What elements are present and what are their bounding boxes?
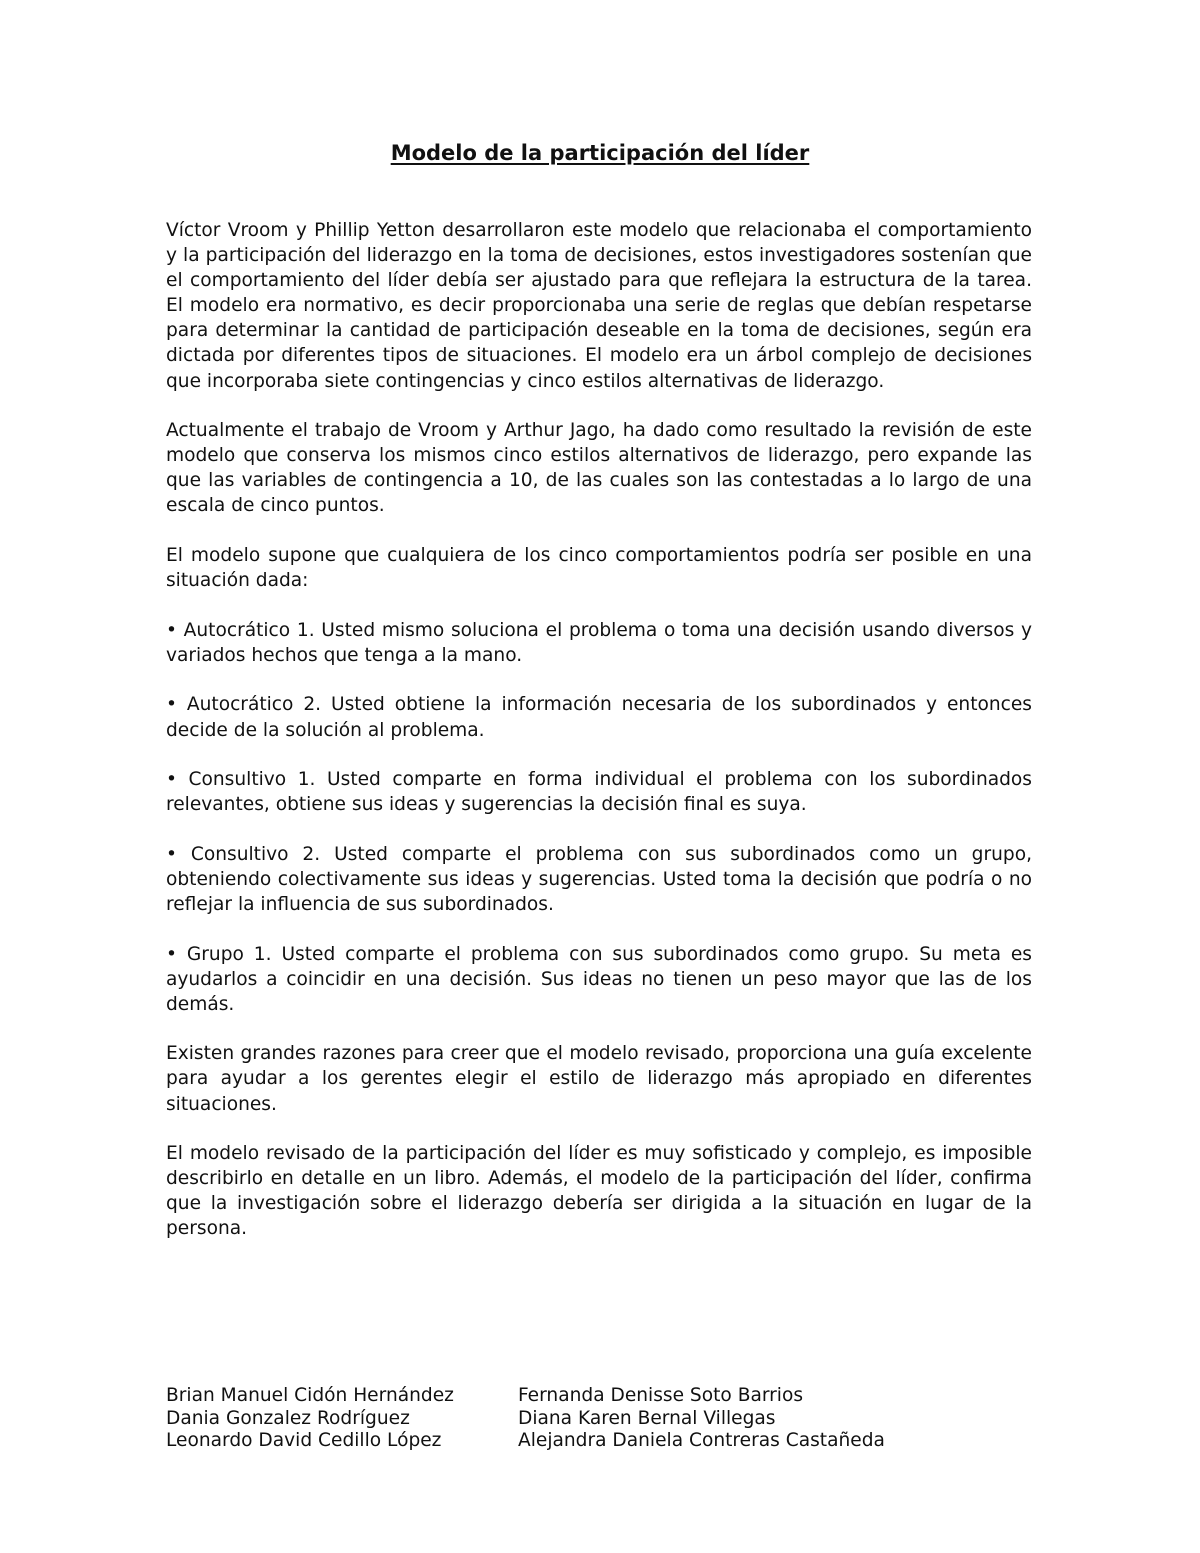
author-name: Diana Karen Bernal Villegas [518, 1407, 776, 1429]
author-row [166, 1385, 885, 1408]
paragraph-intro: Víctor Vroom y Phillip Yetton desarrollaron este modelo que relacionaba el comportamiento y la participación del liderazgo en la toma de decisiones, estos investigadores sostenían que el comportamiento del líder debía ser ajustado para que reflejara la estructura de la tarea. El modelo era normativo, es decir proporcionaba una serie de reglas que debían respetarse para determinar la cantidad de participación deseable en la toma de decisiones, según era dictada por diferentes tipos de situaciones. El modelo era un árbol complejo de decisiones que incorporaba siete contingencias y cinco estilos alternativas de liderazgo. [166, 220, 1032, 392]
author-name: Alejandra Daniela Contreras Castañeda [518, 1430, 885, 1451]
document-body [166, 218, 1032, 1266]
paragraph-revision: Actualmente el trabajo de Vroom y Arthur Jago, ha dado como resultado la revisión de este modelo que conserva los mismos cinco estilos alternativos de liderazgo, pero expande las que las variables de contingencia a 10, de las cuales son las contestadas a lo largo de una escala de cinco puntos. [166, 420, 1032, 517]
paragraph-behaviors-intro: El modelo supone que cualquiera de los cinco comportamientos podría ser posible en una situación dada: [166, 545, 1032, 592]
authors-list [166, 1385, 885, 1453]
author-name: Dania Gonzalez Rodríguez [166, 1407, 410, 1429]
paragraph-reasons: Existen grandes razones para creer que el modelo revisado, proporciona una guía excelente para ayudar a los gerentes elegir el estilo de liderazgo más apropiado en diferentes situaciones. [166, 1043, 1032, 1115]
author-name: Fernanda Denisse Soto Barrios [518, 1385, 804, 1406]
paragraph-conclusion: El modelo revisado de la participación del líder es muy sofisticado y complejo, es imposible describirlo en detalle en un libro. Además, el modelo de la participación del líder, confirma que la investigación sobre el liderazgo debería ser dirigida a la situación en lugar de la persona. [166, 1143, 1032, 1240]
bullet-autocratic-1: • Autocrático 1. Usted mismo soluciona el problema o toma una decisión usando diversos y variados hechos que tenga a la mano. [166, 619, 1032, 666]
author-row [166, 1408, 885, 1431]
bullet-group-1: • Grupo 1. Usted comparte el problema con sus subordinados como grupo. Su meta es ayudarlos a coincidir en una decisión. Sus ideas no tienen un peso mayor que las de los demás. [166, 943, 1032, 1015]
author-name: Leonardo David Cedillo López [166, 1430, 442, 1451]
bullet-consultive-2: • Consultivo 2. Usted comparte el problema con sus subordinados como un grupo, obteniendo colectivamente sus ideas y sugerencias. Usted toma la decisión que podría o no reflejar la influencia de sus subordinados. [166, 843, 1032, 915]
bullet-consultive-1: • Consultivo 1. Usted comparte en forma individual el problema con los subordinados relevantes, obtiene sus ideas y sugerencias la decisión final es suya. [166, 769, 1032, 816]
document-title: Modelo de la participación del líder [390, 141, 810, 165]
author-name: Brian Manuel Cidón Hernández [166, 1385, 454, 1406]
bullet-autocratic-2: • Autocrático 2. Usted obtiene la información necesaria de los subordinados y entonces decide de la solución al problema. [166, 694, 1032, 741]
author-row [166, 1430, 885, 1453]
